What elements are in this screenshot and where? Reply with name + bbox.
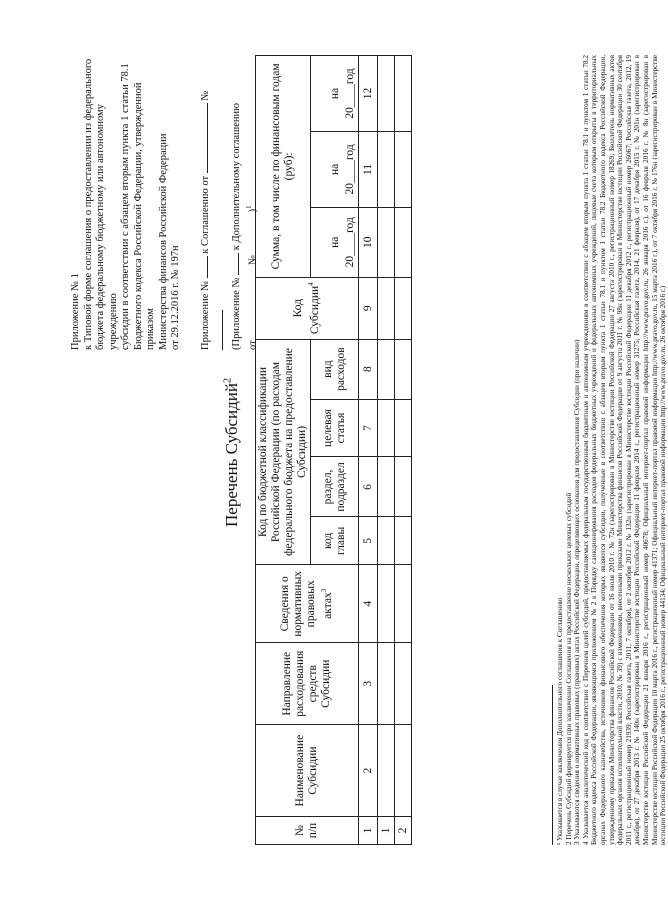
column-number: 8 [359, 339, 378, 399]
column-number: 7 [359, 399, 378, 457]
column-number: 10 [359, 207, 378, 277]
year-suffix: год [344, 68, 356, 85]
table-cell [395, 207, 412, 277]
header-text: к Дополнительному соглашению [230, 103, 242, 251]
header-line: Бюджетного кодекса Российской Федерации, утвержденной приказом [132, 82, 156, 350]
header-text: (Приложение № [230, 277, 242, 350]
year-suffix: год [344, 217, 356, 233]
col-header-year-on: на [311, 131, 344, 207]
table-cell [378, 725, 395, 817]
header-text: Сведения о нормативных правовых актах [279, 570, 334, 637]
table-cell [378, 207, 395, 277]
footnote-divider [552, 685, 553, 845]
table-cell [395, 339, 412, 399]
header-line: Министерства финансов Российской Федерации [157, 133, 169, 350]
col-header-year-on: на [311, 56, 344, 132]
col-header-razdel: раздел, подраздел [311, 457, 359, 517]
col-header-direction: Направление расходования средств Субсидии [256, 643, 359, 725]
footnote: ¹ Указывается в случае заключения Дополнительного соглашения к Соглашению [556, 597, 564, 845]
col-header-sum: Сумма, в том числе по финансовым годам (руб): [256, 56, 311, 278]
table-header-row [256, 56, 311, 845]
table-row [378, 56, 395, 845]
col-header-name: Наименование Субсидии [256, 725, 359, 817]
table-cell [378, 399, 395, 457]
col-header-kbk: Код по бюджетной классификации Российской Федерации (по расходам федерального бюджета на предоставление Субсидии) [256, 339, 311, 565]
table-cell [378, 457, 395, 517]
table-cell [395, 517, 412, 565]
column-number: 9 [359, 277, 378, 339]
header-text: Код Субсидии [292, 285, 321, 335]
column-number: 11 [359, 131, 378, 207]
column-number: 2 [359, 725, 378, 817]
column-number: 5 [359, 517, 378, 565]
table-cell [378, 517, 395, 565]
column-number: 3 [359, 643, 378, 725]
header-text: № [199, 90, 211, 101]
table-row [395, 56, 412, 845]
table-cell [378, 643, 395, 725]
subsidies-table [255, 55, 412, 845]
col-header-year: 20____год [343, 207, 359, 277]
row-number: 1 [378, 817, 395, 845]
table-cell [378, 56, 395, 132]
header-line: Приложение № 1 [70, 273, 81, 350]
footnote-ref: 4 [307, 282, 316, 286]
header-line: от 29.12.2016 г. № 197н [170, 245, 181, 350]
col-header-glava: код главы [311, 517, 359, 565]
header-line: субсидии в соответствии с абзацем вторым пункта 1 статьи 78.1 [120, 63, 131, 350]
col-header-vid: вид расходов [311, 339, 359, 399]
table-cell [395, 277, 412, 339]
col-header-acts [256, 565, 359, 643]
table-cell [378, 131, 395, 207]
page-title [222, 0, 242, 905]
table-cell [395, 399, 412, 457]
header-line: бюджета федеральному бюджетному или автономному учреждению [95, 104, 119, 350]
table-cell [395, 131, 412, 207]
column-number: 1 [359, 817, 378, 845]
column-number: 4 [359, 565, 378, 643]
header-text: Приложение № [199, 281, 211, 350]
title-text: Перечень Субсидий [222, 383, 241, 527]
col-header-year: 20____год [343, 131, 359, 207]
column-number: 6 [359, 457, 378, 517]
table-cell [395, 457, 412, 517]
footnotes [556, 55, 668, 845]
col-header-code [256, 277, 359, 339]
header-line: к Типовой форме соглашения о предоставлении из федерального [82, 58, 94, 350]
table-cell [378, 277, 395, 339]
year-prefix: 20 [344, 255, 356, 268]
col-header-year-on: на [311, 207, 344, 277]
table-cell [395, 565, 412, 643]
header-text: к Соглашению от [199, 175, 211, 254]
year-suffix: год [344, 144, 356, 160]
table-cell [395, 643, 412, 725]
column-numbers-row [359, 56, 378, 845]
footnote-ref: 3 [320, 588, 329, 593]
footnote-ref: 1 [245, 205, 253, 209]
table-cell [395, 56, 412, 132]
header-text: ) [247, 208, 259, 213]
footnote-ref: 2 [222, 378, 234, 384]
footnote: 2 Перечень Субсидий формируется при заключении Соглашения на предоставление нескольких целевых субсидий [564, 492, 573, 845]
footnote: 3 Указываются сведения о нормативных правовых (правовых) актах Российской Федерации, определяющих основания для предоставления Субсидии (при наличии) [573, 339, 582, 845]
header-text: от [247, 340, 259, 350]
table-cell [395, 725, 412, 817]
column-number: 12 [359, 56, 378, 132]
col-header-stat: целевая статья [311, 399, 359, 457]
table-cell [378, 565, 395, 643]
table-cell [378, 339, 395, 399]
row-number: 2 [395, 817, 412, 845]
footnote: 4 Указывается аналитический код в соответствии с Перечнем целей субсидий, предоставляемых федеральным государственным бюджетным и автономным учреждениям в соответствии с абзацем вторым пункта 1 статьи 78.1 и пунктом 1 статьи 78.2 Бюджетного кодекса Российской Федерации, являющимся приложением № 2 к Порядку санкционирования расходов федеральных бюджетных учреждений и федеральных автономных учреждений, лицевые счета которым открыты в территориальных органах Федерального казначейства, источником финансового обеспечения которых являются субсидии, полученные в соответствии с абзацем вторым пункта 1 статьи 78.1 и пунктом 1 статьи 78.2 Бюджетного кодекса Российской Федерации, утвержденному приказом Министерства финансов Российской Федерации от 16 июля 2010 г. № 72н (зарегистрирован в Министерстве юстиции Российской Федерации 27 августа 2010 г., регистрационный номер 18269; Бюллетень нормативных актов федеральных органов исполнительной власти, 2010, № 39) с изменениями, внесенными приказами Министерства финансов Российской Федерации от 9 августа 2011 г. № 98н (зарегистрирован в Министерстве юстиции Российской Федерации 30 сентября 2011 г., регистрационный номер 21939; Российская газета, 2011, 7 октября), от 2 октября 2012 г. № 132н (зарегистрирован в Министерстве юстиции Российской Федерации 11 декабря 2012 г., регистрационный номер 26067; Российская газета, 2012, 19 декабря), от 27 декабря 2013 г. № 140н (зарегистрирован в Министерстве юстиции Российской Федерации 11 февраля 2014 г., регистрационный номер 31275; Российская газета, 2014, 21 февраля), от 17 декабря 2015 г. № 201н (зарегистрирован в Министерстве юстиции Российской Федерации 21 января 2016 г., регистрационный номер 40678; Официальный интернет-портал правовой информации http://www.pravo.gov.ru, 26 января 2016 г.), от 16 февраля 2016 г. № 8н (зарегистрирован в Министерстве юстиции Российской Федерации 10 марта 2016 г., регистрационный номер 41371; Официальный интернет-портал правовой информации http://www.pravo.gov.ru, 15 марта 2016 г.), от 7 октября 2016 г. № 176н (зарегистрирован в Министерстве юстиции Российской Федерации 25 октября 2016 г., регистрационный номер 44134; Официальный интернет-портал правовой информации http://www.pravo.gov.ru, 26 октября 2016 г.) [581, 55, 668, 845]
header-text: № [247, 255, 259, 266]
year-prefix: 20 [344, 183, 356, 195]
year-prefix: 20 [344, 107, 356, 119]
col-header-num: № п/п [256, 817, 359, 845]
col-header-year: 20____год [343, 56, 359, 132]
